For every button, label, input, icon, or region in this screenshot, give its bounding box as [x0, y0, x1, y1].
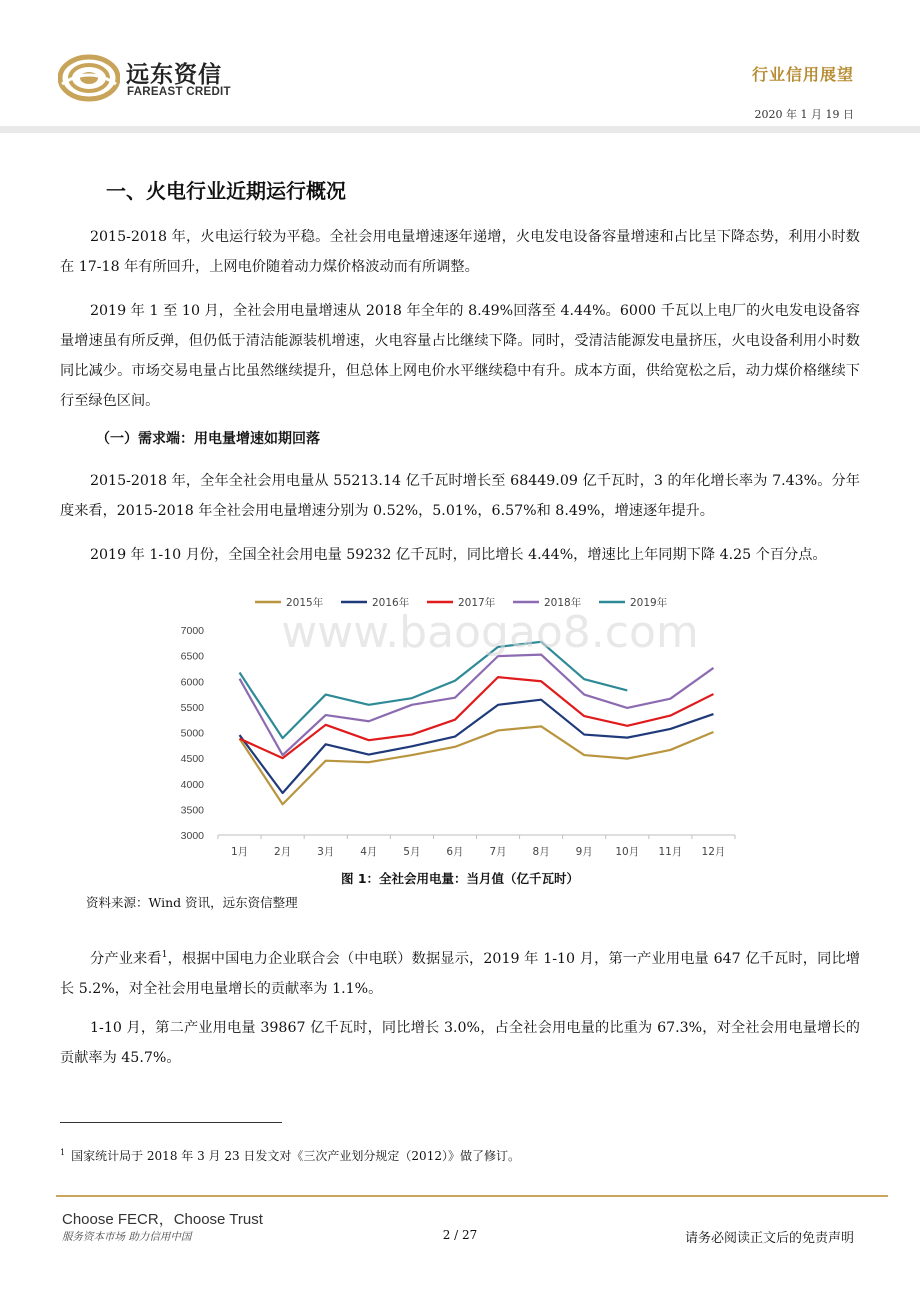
disclaimer-note: 请务必阅读正文后的免责声明	[684, 1231, 854, 1246]
x-tick-label: 8月	[532, 846, 550, 858]
footer-slogan: Choose FECR，Choose Trust	[62, 1211, 263, 1228]
electricity-consumption-line-chart	[170, 585, 760, 860]
y-tick-label: 7000	[180, 625, 204, 637]
fareast-credit-logo-icon	[58, 54, 120, 102]
x-tick-label: 6月	[446, 846, 464, 858]
x-tick-label: 2月	[274, 846, 292, 858]
y-tick-label: 6500	[180, 650, 204, 663]
legend-label: 2017年	[458, 597, 496, 609]
footer-slogan-sub: 服务资本市场 助力信用中国	[62, 1231, 192, 1243]
paragraph-5	[60, 940, 860, 1004]
footnote-text: 国家统计局于 2018 年 3 月 23 日发文对《三次产业划分规定（2012）》做了修订。	[71, 1149, 520, 1163]
x-tick-label: 7月	[489, 846, 507, 858]
paragraph-3: 2015-2018 年，全年全社会用电量从 55213.14 亿千瓦时增长至 68449.09 亿千瓦时，3 的年化增长率为 7.43%。分年度来看，2015-2018 年全社会用电量增速分别为 0.52%，5.01%，6.57%和 8.49%，增速逐年提升。	[60, 473, 860, 519]
x-tick-label: 12月	[701, 846, 726, 858]
x-tick-label: 1月	[230, 846, 249, 858]
series-line-2015年	[240, 726, 714, 804]
data-source: 资料来源：Wind 资讯，远东资信整理	[86, 895, 298, 910]
chart-caption: 图 1：全社会用电量：当月值（亿千瓦时）	[340, 871, 580, 886]
x-tick-label: 3月	[317, 846, 335, 858]
y-tick-label: 5500	[180, 701, 204, 714]
y-tick-label: 3000	[180, 830, 204, 842]
footnote-rule	[60, 1122, 282, 1123]
legend-label: 2018年	[544, 597, 582, 609]
header-divider	[0, 126, 920, 133]
series-line-2016年	[240, 700, 714, 793]
subsection-title: （一）需求端：用电量增速如期回落	[96, 431, 320, 447]
x-tick-label: 10月	[615, 846, 640, 858]
x-tick-label: 4月	[360, 846, 378, 858]
legend-label: 2016年	[372, 597, 410, 609]
x-tick-label: 11月	[658, 846, 683, 858]
paragraph-5-start: 分产业来看	[90, 951, 162, 967]
brand-name-en: FAREAST CREDIT	[127, 86, 231, 98]
footnote-mark: 1	[60, 1148, 66, 1157]
footnote-ref: 1	[161, 950, 168, 960]
report-type-label: 行业信用展望	[751, 65, 854, 84]
y-axis	[181, 625, 205, 842]
y-tick-label: 4500	[180, 753, 204, 766]
y-tick-label: 6000	[180, 676, 204, 689]
y-tick-label: 5000	[180, 727, 204, 740]
footer-rule	[56, 1195, 888, 1197]
paragraph-2: 2019 年 1 至 10 月，全社会用电量增速从 2018 年全年的 8.49%回落至 4.44%。6000 千瓦以上电厂的火电发电设备容量增速虽有所反弹，但仍低于清洁能源装机增速，火电容量占比继续下降。同时，受清洁能源发电量挤压，火电设备利用小时数同比减少。市场交易电量占比虽然继续提升，但总体上网电价水平继续稳中有升。成本方面，供给宽松之后，动力煤价格继续下行至绿色区间。	[60, 303, 860, 409]
footnote	[60, 1147, 520, 1164]
x-tick-label: 9月	[575, 846, 593, 858]
legend-label: 2019年	[630, 597, 668, 609]
legend-label: 2015年	[286, 597, 324, 609]
series-line-2017年	[240, 677, 714, 758]
paragraph-4: 2019 年 1-10 月份，全国全社会用电量 59232 亿千瓦时，同比增长 4.44%，增速比上年同期下降 4.25 个百分点。	[90, 547, 827, 563]
section-title: 一、火电行业近期运行概况	[106, 179, 346, 203]
brand-name-cn: 远东资信	[126, 62, 222, 88]
paragraph-6: 1-10 月，第二产业用电量 39867 亿千瓦时，同比增长 3.0%，占全社会用电量的比重为 67.3%，对全社会用电量增长的贡献率为 45.7%。	[60, 1020, 860, 1066]
y-tick-label: 3500	[180, 804, 204, 817]
page-number: 2 / 27	[442, 1228, 478, 1242]
paragraph-5-rest: ，根据中国电力企业联合会（中电联）数据显示，2019 年 1-10 月，第一产业用电量 647 亿千瓦时，同比增长 5.2%，对全社会用电量增长的贡献率为 1.1%。	[60, 951, 860, 997]
series-line-2018年	[240, 655, 714, 755]
y-tick-label: 4000	[180, 778, 204, 791]
paragraph-1: 2015-2018 年，火电运行较为平稳。全社会用电量增速逐年递增，火电发电设备容量增速和占比呈下降态势，利用小时数在 17-18 年有所回升，上网电价随着动力煤价格波动而有所调整。	[60, 229, 860, 275]
page-header	[0, 0, 920, 132]
x-tick-label: 5月	[403, 846, 421, 858]
watermark: www.baogao8.com	[281, 607, 699, 658]
x-axis	[218, 835, 735, 858]
chart-series	[240, 642, 714, 804]
report-date: 2020 年 1 月 19 日	[754, 108, 854, 121]
